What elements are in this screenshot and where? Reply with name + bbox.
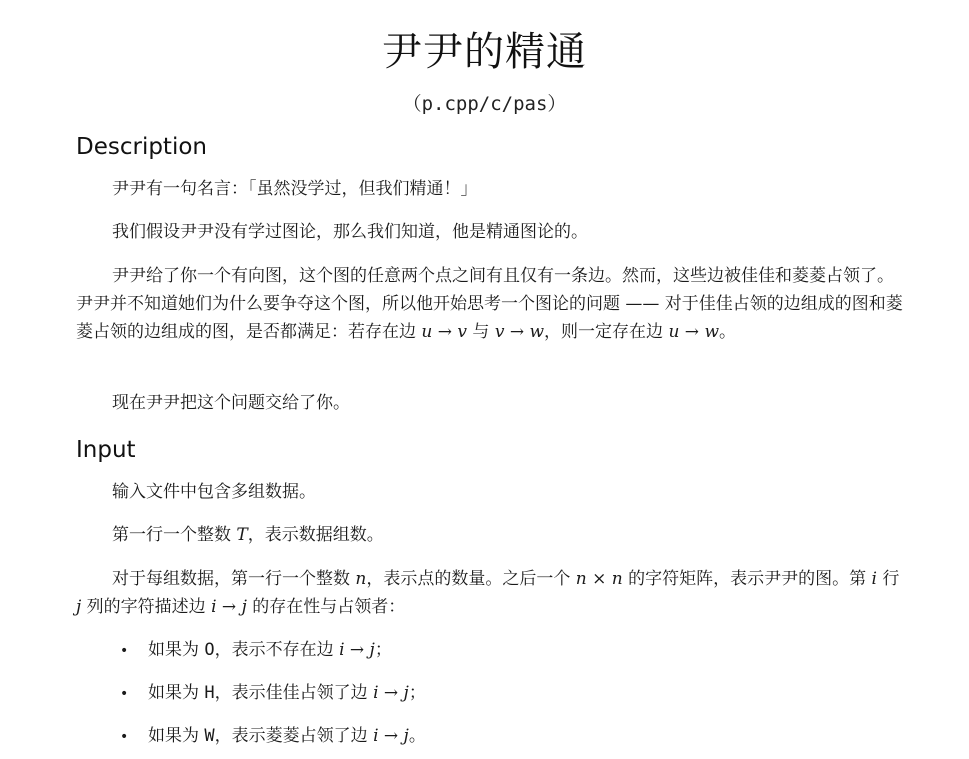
text-span: 第一行一个整数 (112, 525, 237, 545)
code-char: W (204, 726, 215, 746)
text-span: 。 (408, 726, 426, 746)
input-heading: Input (76, 437, 136, 463)
math-expression: T (236, 525, 248, 545)
text-span: ，表示不存在边 (214, 640, 340, 660)
math-expression: u → v (421, 322, 468, 342)
text-span: ，表示点的数量。之后一个 (366, 569, 576, 589)
text-span: ，则一定存在边 (544, 322, 669, 342)
text-span: ； (374, 640, 392, 660)
input-paragraph-2 (76, 521, 904, 549)
text-span: 与 (467, 322, 495, 342)
description-heading: Description (76, 134, 207, 160)
bullet-icon: • (120, 643, 129, 659)
math-expression: i → j (211, 597, 247, 617)
math-expression: j (76, 597, 82, 617)
math-expression: u → w (668, 322, 720, 342)
math-expression: i → j (373, 726, 409, 746)
input-paragraph-3 (76, 565, 904, 621)
input-paragraph-1: 输入文件中包含多组数据。 (112, 482, 316, 502)
description-paragraph-1: 尹尹有一句名言：「虽然没学过，但我们精通！」 (112, 179, 478, 199)
text-span: 如果为 (148, 640, 205, 660)
list-item (120, 679, 426, 708)
bullet-icon: • (120, 686, 129, 702)
text-span: 行 (876, 569, 900, 589)
text-span: ，表示佳佳占领了边 (214, 683, 374, 703)
text-span: ； (408, 683, 426, 703)
description-paragraph-3 (76, 262, 904, 346)
bullet-icon: • (120, 729, 129, 745)
problem-title: 尹尹的精通 (382, 29, 587, 75)
text-span: 如果为 (148, 683, 205, 703)
math-expression: i → j (373, 683, 409, 703)
list-item (120, 636, 392, 665)
text-span: 。 (719, 322, 737, 342)
math-expression: n × n (575, 569, 623, 589)
text-span: 的字符矩阵，表示尹尹的图。第 (622, 569, 872, 589)
text-span: 如果为 (148, 726, 205, 746)
text-span: ，表示菱菱占领了边 (214, 726, 374, 746)
math-expression: i → j (339, 640, 375, 660)
math-expression: i (871, 569, 877, 589)
text-span: 的存在性与占领者： (246, 597, 406, 617)
code-char: H (204, 683, 215, 703)
file-names: （p.cpp/c/pas） (402, 93, 567, 115)
text-span: 列的字符描述边 (81, 597, 212, 617)
code-char: O (204, 640, 215, 660)
description-paragraph-4: 现在尹尹把这个问题交给了你。 (112, 393, 350, 413)
list-item (120, 722, 426, 751)
math-expression: v → w (494, 322, 545, 342)
text-span: 对于每组数据，第一行一个整数 (112, 569, 356, 589)
text-span: 尹尹给了你一个有向图，这个图的任意两个点之间有且仅有一条边。然而，这些边被佳佳和菱菱占领了。尹尹并不知道她们为什么要争夺这个图，所以他开始思考一个图论的问题 —— 对于佳佳占领的边组成的图和菱菱占领的边组成的图，是否都满足：若存在边 (76, 266, 903, 342)
description-paragraph-2: 我们假设尹尹没有学过图论，那么我们知道，他是精通图论的。 (112, 222, 588, 242)
math-expression: n (355, 569, 367, 589)
text-span: ，表示数据组数。 (247, 525, 384, 545)
